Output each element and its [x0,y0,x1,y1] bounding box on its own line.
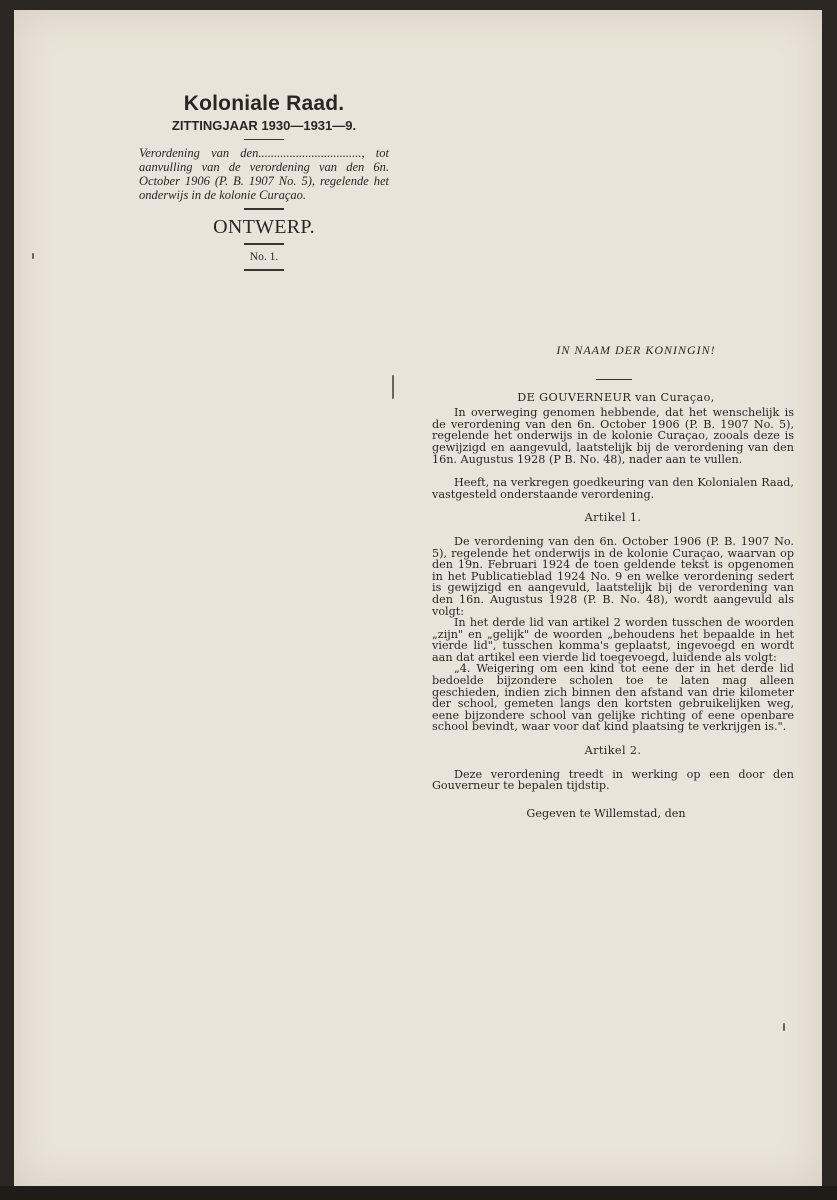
article-heading: Artikel 1. [584,511,642,525]
ordinance-text [418,345,794,819]
document-page [14,10,822,1186]
paper-speck [32,253,34,259]
article-paragraph: De verordening van den 6n. October 1906 (P. B. 1907 No. 5), regelende het onderwijs in de kolonie Curaçao, waarvan op den 19n. Februari 1924 de toen geldende tekst is opgenomen in het Publicatieblad 1924 No. 9 en welke verordening sedert is gewijzigd en aangevuld, laatstelijk bij de verordening van den 16n. Augustus 1928 (P. B. No. 48), wordt aangevuld als volgt: [432,534,794,618]
article-heading: Artikel 2. [584,744,642,758]
session-year: ZITTINGJAAR 1930—1931—9. [171,118,357,133]
governor-line: DE GOUVERNEUR van Curaçao, [517,390,715,404]
header-divider [244,243,284,245]
document-header [124,90,404,277]
signing-line: Gegeven te Willemstad, den [526,806,686,820]
header-divider [244,208,284,210]
section-divider [596,379,632,380]
paper-speck [783,1023,785,1031]
ordinance-subject: Verordening van den................................., tot aanvulling van de verordening van den 6n. October 1906 (P. B. 1907 No. 5), regelende het onderwijs in de kolonie Curaçao. [139,146,389,202]
header-divider [244,269,284,271]
article-paragraph: Deze verordening treedt in werking op een door den Gouverneur te bepalen tijdstip. [432,767,794,793]
paper-speck [392,375,394,399]
article-paragraph: In het derde lid van artikel 2 worden tusschen de woorden „zijn" en „gelijk" de woorden „behoudens het bepaalde in het vierde lid", tusschen komma's geplaatst, ingevoegd en wordt aan dat artikel een vierde lid toegevoegd, luidende als volgt: [432,616,794,664]
document-number: No. 1. [249,251,279,263]
article-paragraph: „4. Weigering om een kind tot eene der in het derde lid bedoelde bijzondere scholen toe te laten mag alleen geschieden, indien zich binnen den afstand van drie kilometer der school, gemeten langs den kortsten gebruikelijken weg, eene bijzondere school van gelijke richting of eene openbare school bevindt, waar voor dat kind plaatsing te verkrijgen is.". [432,662,794,734]
scan-border [0,1186,837,1200]
document-type: ONTWERP. [213,216,315,238]
invocation: IN NAAM DER KONINGIN! [556,343,716,357]
header-divider [244,139,284,140]
enactment-paragraph: Heeft, na verkregen goedkeuring van den Kolonialen Raad, vastgesteld onderstaande verordening. [432,476,794,501]
preamble-paragraph: In overweging genomen hebbende, dat het wenschelijk is de verordening van den 6n. October 1906 (P. B. 1907 No. 5), regelende het onderwijs in de kolonie Curaçao, zooals deze is gewijzigd en aangevuld, laatstelijk bij de verordening van den 16n. Augustus 1928 (P B. No. 48), nader aan te vullen. [432,406,794,466]
council-title: Koloniale Raad. [183,92,345,115]
